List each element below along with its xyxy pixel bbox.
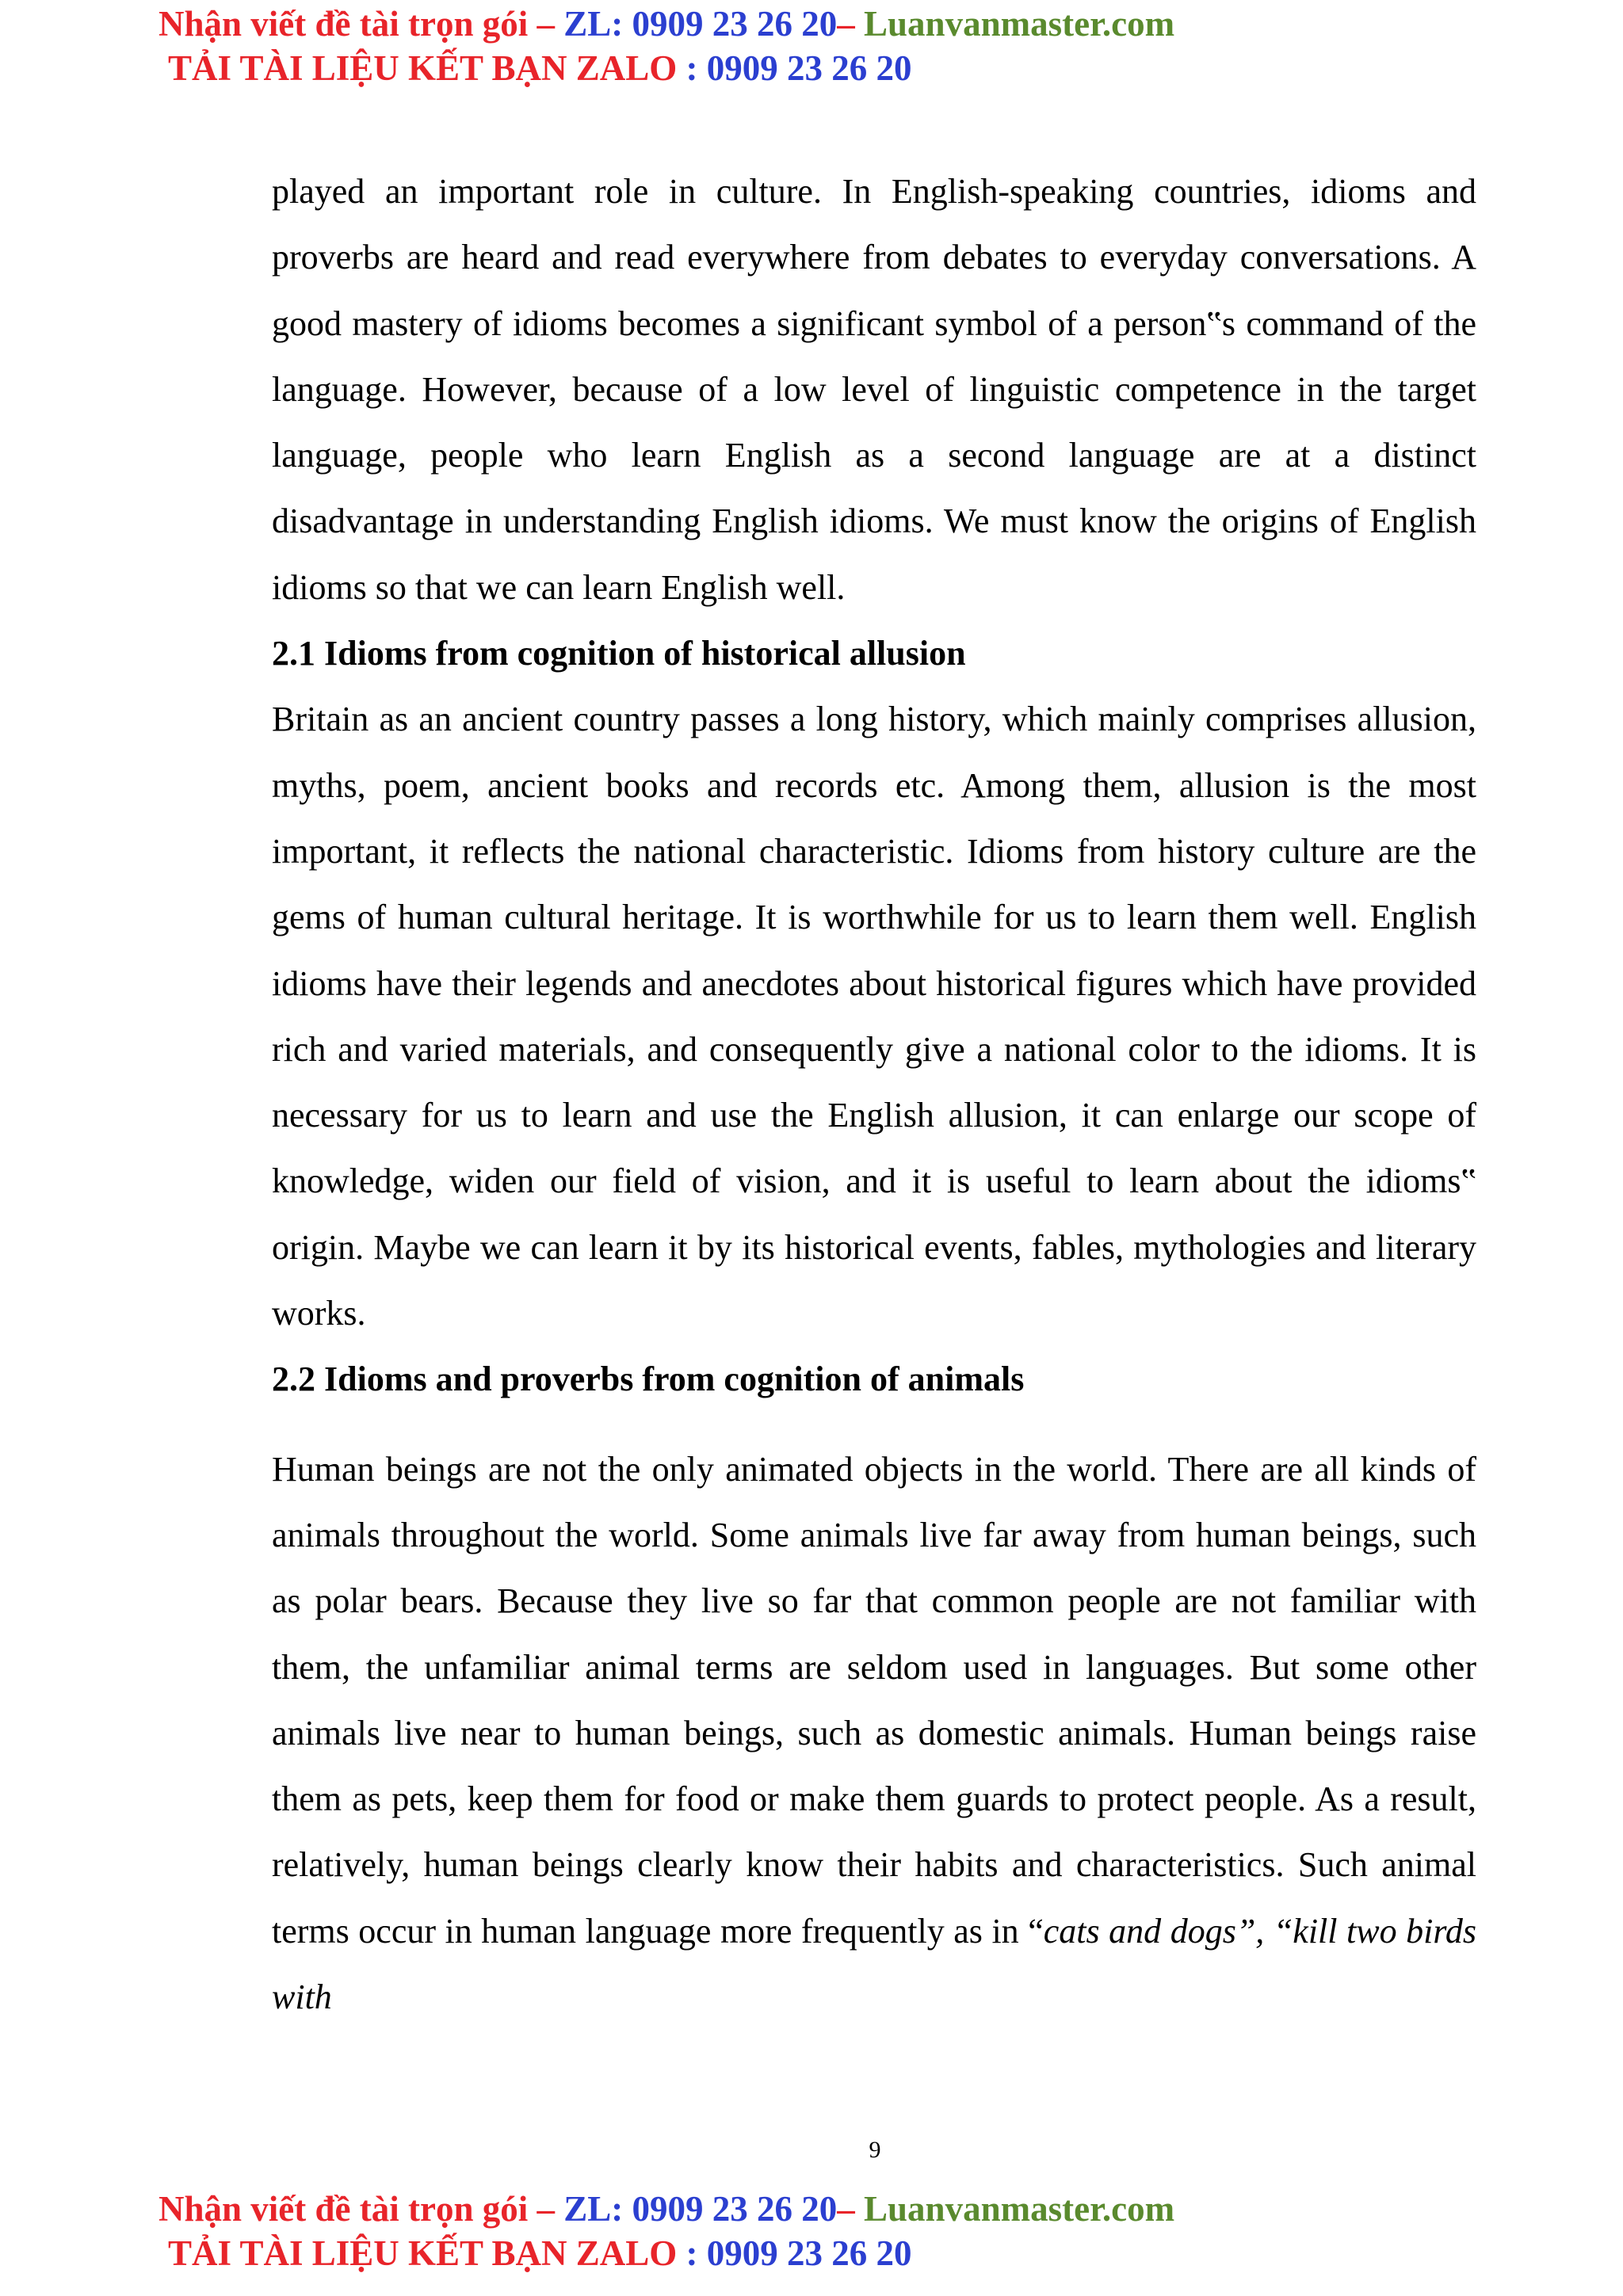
paragraph-spacer [272, 1413, 1476, 1436]
body-paragraph [272, 1436, 1476, 2031]
document-body [272, 158, 1476, 2030]
banner-separator: – [528, 4, 564, 44]
section-heading: 2.1 Idioms from cognition of historical allusion [272, 634, 966, 673]
banner-separator: – [837, 2189, 865, 2229]
banner-separator: – [528, 2189, 564, 2229]
banner-phone-text: : 0909 23 26 20 [677, 48, 912, 88]
banner-service-text: Nhận viết đề tài trọn gói [158, 4, 529, 44]
header-banner [158, 2, 1174, 90]
banner-zalo-text: ZL: 0909 23 26 20 [563, 4, 838, 44]
paragraph-text: Human beings are not the only animated objects in the world. There are all kinds of animals throughout the world. Some animals live far away from human beings, such as polar bears. Because they live so far that common people are not familiar with them, the unfamiliar animal terms are seldom used in languages. But some other animals live near to human beings, such as domestic animals. Human beings raise them as pets, keep them for food or make them guards to protect people. As a result, relatively, human beings clearly know their habits and characteristics. Such animal terms occur in human language more frequently as in “ [272, 1449, 1476, 1951]
banner-phone-text: : 0909 23 26 20 [677, 2233, 912, 2273]
banner-download-text: TẢI TÀI LIỆU KẾT BẠN ZALO [168, 48, 678, 88]
banner-download-text: TẢI TÀI LIỆU KẾT BẠN ZALO [168, 2233, 678, 2273]
banner-line-1 [158, 2, 1174, 46]
footer-banner [158, 2187, 1174, 2275]
banner-zalo-text: ZL: 0909 23 26 20 [563, 2189, 838, 2229]
banner-website-link[interactable]: Luanvanmaster.com [864, 4, 1175, 44]
italic-example-text: cats and dogs”, “kill two birds with [272, 1911, 1476, 2017]
banner-separator: – [837, 4, 865, 44]
section-heading: 2.2 Idioms and proverbs from cognition of animals [272, 1360, 1025, 1399]
banner-line-2 [168, 2231, 1174, 2275]
body-paragraph: Britain as an ancient country passes a long history, which mainly comprises allusion, myths, poem, ancient books and records etc. Among them, allusion is the most important, it reflects the national characteristic. Idioms from history culture are the gems of human cultural heritage. It is worthwhile for us to learn them well. English idioms have their legends and anecdotes about historical figures which have provided rich and varied materials, and consequently give a national color to the idioms. It is necessary for us to learn and use the English allusion, it can enlarge our scope of knowledge, widen our field of vision, and it is useful to learn about the idioms‟ origin. Maybe we can learn it by its historical events, fables, mythologies and literary works. [272, 700, 1476, 1333]
banner-service-text: Nhận viết đề tài trọn gói [158, 2189, 529, 2229]
page-number: 9 [869, 2137, 881, 2163]
body-paragraph: played an important role in culture. In English-speaking countries, idioms and proverbs are heard and read everywhere from debates to everyday conversations. A good mastery of idioms becomes a significant symbol of a person‟s command of the language. However, because of a low level of linguistic competence in the target language, people who learn English as a second language are at a distinct disadvantage in understanding English idioms. We must know the origins of English idioms so that we can learn English well. [272, 172, 1476, 607]
banner-line-1 [158, 2187, 1174, 2231]
banner-website-link[interactable]: Luanvanmaster.com [864, 2189, 1175, 2229]
banner-line-2 [168, 46, 1174, 90]
